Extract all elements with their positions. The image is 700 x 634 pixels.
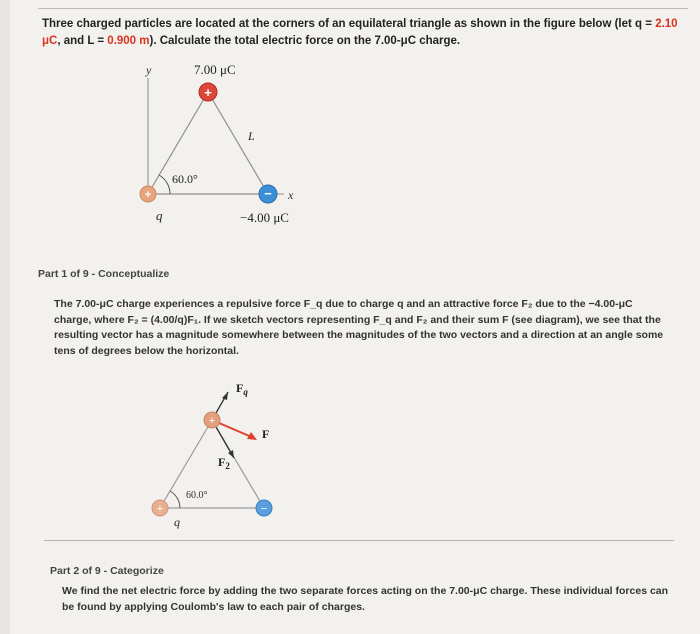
q-value: 2.10 μC <box>42 18 678 47</box>
x-axis-label: x <box>288 188 294 202</box>
svg-text:−: − <box>264 186 272 201</box>
f2-label: $F_2$ <box>218 455 230 471</box>
top-charge <box>199 83 217 101</box>
L-value: 0.900 m <box>107 35 150 47</box>
svg-text:−: − <box>260 503 268 515</box>
svg-text:+: + <box>144 189 152 201</box>
question-text: Three charged particles are located at the corners of an equilateral triangle as shown in the figure below (let q = 2.10 μC, and L = 0.900 m). Calculate the total electric force on the 7.00-μC charge. <box>42 18 678 47</box>
fig2-right-charge <box>256 500 272 516</box>
part1-title: Part 1 of 9 - Conceptualize <box>38 268 170 280</box>
f-label: F <box>262 427 270 441</box>
page <box>10 0 700 634</box>
figure-triangle <box>120 58 320 228</box>
part2-title: Part 2 of 9 - Categorize <box>50 565 164 577</box>
angle-label: 60.0° <box>172 172 198 186</box>
top-divider <box>38 8 688 9</box>
svg-text:+: + <box>208 415 216 427</box>
fig2-top-charge <box>204 412 220 428</box>
left-charge <box>140 186 156 202</box>
part1-body: The 7.00-μC charge experiences a repulsive force F_q due to charge q and an attractive force F₂ due to the −4.00-μC charge, where F₂ = (4.00/q)F₁. If we sketch vectors representing F_q and F₂ and their sum F (see diagram), we see that the resulting vector has a magnitude somewhere between the magnitudes of the two vectors and a direction at an angle some tens of degrees below the horizontal. <box>54 298 664 357</box>
figure-force-vectors <box>140 378 320 534</box>
right-charge-label: −4.00 μC <box>240 210 289 225</box>
fig2-left-label: q <box>174 515 180 529</box>
right-charge <box>259 185 277 203</box>
part-divider <box>44 540 674 541</box>
left-charge-label: q <box>156 208 163 223</box>
svg-text:+: + <box>204 85 212 100</box>
top-charge-label: 7.00 μC <box>194 62 236 77</box>
fq-label: $F_q$ <box>236 381 248 397</box>
y-axis-label: y <box>146 63 152 77</box>
svg-text:+: + <box>156 503 164 515</box>
side-label-L: L <box>248 129 255 143</box>
part2-body: We find the net electric force by adding the two separate forces acting on the 7.00-μC charge. These individual forces can be found by applying Coulomb's law to each pair of charges. <box>62 585 669 613</box>
fig2-left-charge <box>152 500 168 516</box>
fig2-angle-label: 60.0° <box>186 490 208 501</box>
